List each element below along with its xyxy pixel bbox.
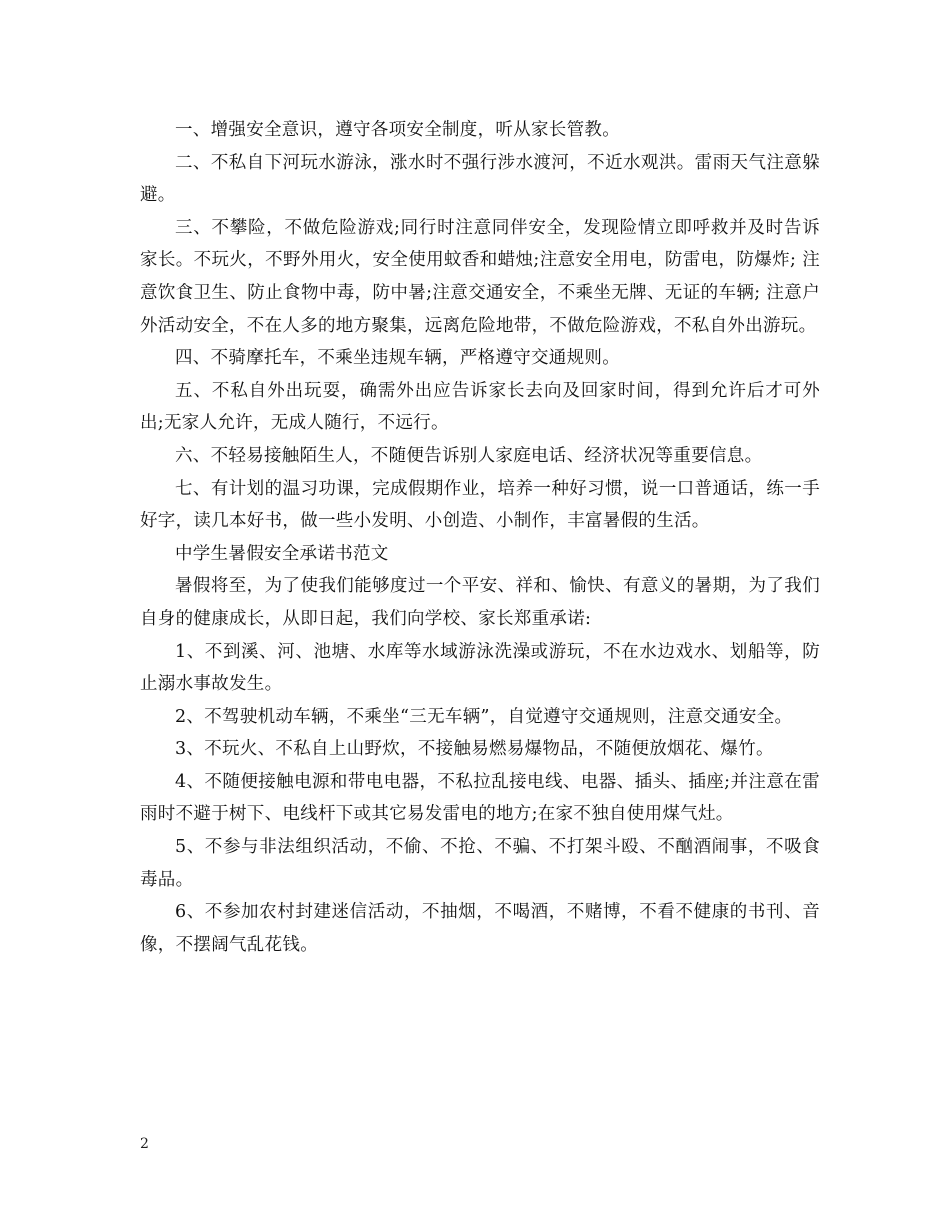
- paragraph-1: 一、增强安全意识，遵守各项安全制度，听从家长管教。: [175, 120, 620, 140]
- section-heading: 中学生暑假安全承诺书范文: [175, 543, 389, 564]
- paragraph-2: 二、不私自下河玩水游泳，涨水时不强行涉水渡河，不近水观洪。雷雨天气注意躲避。: [140, 152, 820, 206]
- paragraph-3: 三、不攀险，不做危险游戏;同行时注意同伴安全，发现险情立即呼救并及时告诉家长。不玩火，不野外用火，安全使用蚊香和蜡烛;注意安全用电，防雷电，防爆炸; 注意饮食卫生、防止食物中毒，防中暑;注意交通安全，不乘坐无牌、无证的车辆; 注意户外活动安全，不在人多的地方聚集，远离危险地带，不做危险游戏，不私自外出游玩。: [140, 217, 820, 336]
- page-number: 2: [140, 1136, 149, 1152]
- paragraph-6: 六、不轻易接触陌生人，不随便告诉别人家庭电话、经济状况等重要信息。: [175, 445, 763, 466]
- pledge-item-1: 1、不到溪、河、池塘、水库等水域游泳洗澡或游玩，不在水边戏水、划船等，防止溺水事故发生。: [140, 641, 820, 695]
- paragraph-7: 七、有计划的温习功课，完成假期作业，培养一种好习惯，说一口普通话，练一手好字，读几本好书，做一些小发明、小创造、小制作，丰富暑假的生活。: [140, 478, 820, 532]
- pledge-item-5: 5、不参与非法组织活动，不偷、不抢、不骗、不打架斗殴、不酗酒闹事，不吸食毒品。: [140, 837, 820, 890]
- document-body: [140, 114, 820, 961]
- paragraph-5: 五、不私自外出玩耍，确需外出应告诉家长去向及回家时间，得到允许后才可外出;无家人允许，无成人随行，不远行。: [140, 380, 820, 434]
- pledge-item-4: 4、不随便接触电源和带电电器，不私拉乱接电线、电器、插头、插座;并注意在雷雨时不避于树下、电线杆下或其它易发雷电的地方;在家不独自使用煤气灶。: [140, 771, 820, 825]
- pledge-item-3: 3、不玩火、不私自上山野炊，不接触易燃易爆物品，不随便放烟花、爆竹。: [175, 739, 774, 760]
- intro-paragraph: 暑假将至，为了使我们能够度过一个平安、祥和、愉快、有意义的暑期，为了我们自身的健康成长，从即日起，我们向学校、家长郑重承诺:: [140, 576, 820, 629]
- paragraph-4: 四、不骑摩托车，不乘坐违规车辆，严格遵守交通规则。: [175, 348, 620, 369]
- pledge-item-2: 2、不驾驶机动车辆，不乘坐“三无车辆”，自觉遵守交通规则，注意交通安全。: [175, 706, 793, 727]
- pledge-item-6: 6、不参加农村封建迷信活动，不抽烟，不喝酒，不赌博，不看不健康的书刊、音像，不摆阔气乱花钱。: [140, 902, 820, 955]
